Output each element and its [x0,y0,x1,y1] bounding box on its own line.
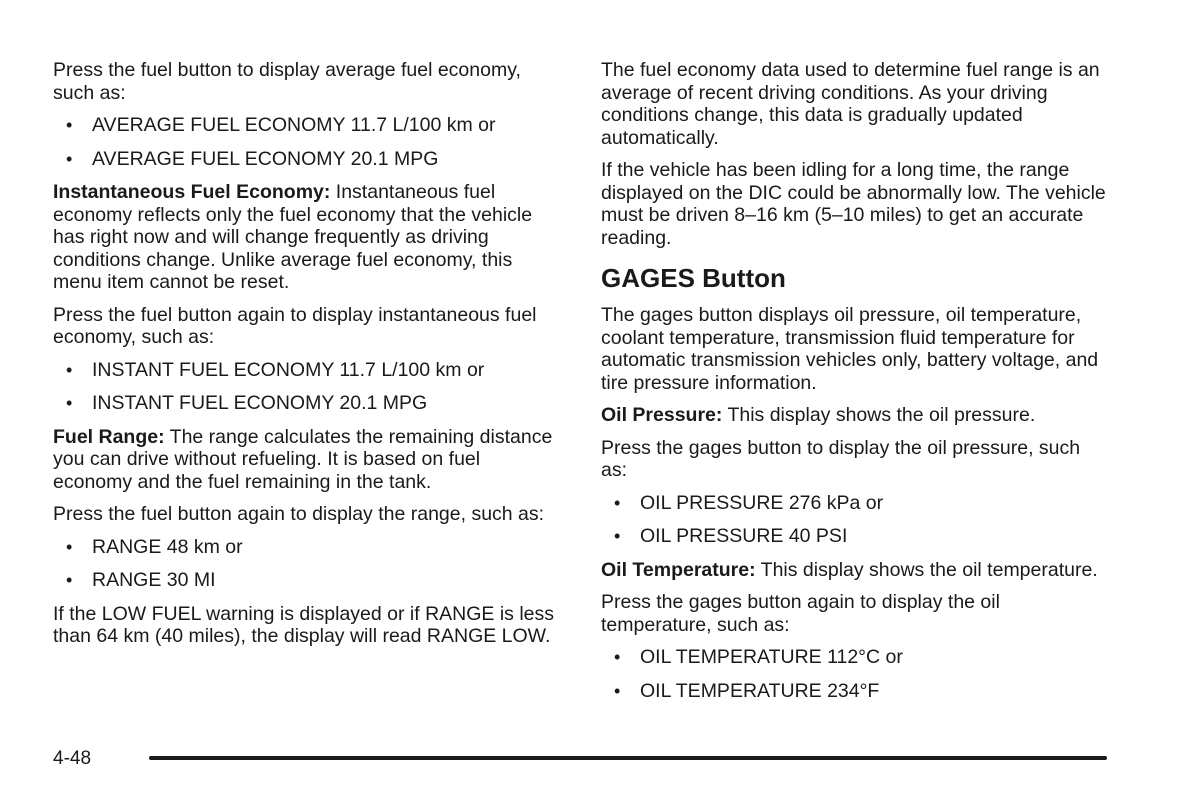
bullet-icon: • [66,148,73,169]
paragraph-oil-pressure [601,404,1106,427]
list-item [53,392,563,415]
list-item [53,536,563,559]
bullet-icon: • [614,526,621,546]
list-item-text: INSTANT FUEL ECONOMY 11.7 L/100 km or [92,358,485,381]
paragraph-instant-fuel-economy [53,181,563,294]
footer-rule [149,756,1107,760]
bullet-icon: • [66,359,73,380]
term-fuel-range: Fuel Range: [53,425,165,448]
bullet-icon: • [614,647,621,667]
list-item [601,492,1106,515]
paragraph-gages-intro: The gages button displays oil pressure, oil temperature, coolant temperature, transmission fluid temperature for automatic transmission vehicles only, battery voltage, and tire pressure information. [601,304,1099,394]
oil-pressure-examples-list [601,492,1106,548]
list-item-text: OIL TEMPERATURE 112°C or [640,646,903,668]
oil-temperature-examples-list [601,646,1106,702]
list-item-text: OIL TEMPERATURE 234°F [640,679,880,702]
bullet-icon: • [614,492,621,513]
bullet-icon: • [614,680,621,701]
term-instant-fuel-economy: Instantaneous Fuel Economy: [53,181,331,203]
bullet-icon: • [66,115,73,135]
paragraph-idling-range: If the vehicle has been idling for a long time, the range displayed on the DIC could be abnormally low. The vehicle must be driven 8–16 km (5–10 miles) to get an accurate reading. [601,159,1106,249]
definition-instant-fuel-economy: Instantaneous fuel economy reflects only the fuel economy that the vehicle has right now and will change frequently as driving conditions change. Unlike average fuel economy, this menu item cannot be reset. [53,181,533,293]
list-item-text: AVERAGE FUEL ECONOMY 11.7 L/100 km or [92,114,496,136]
bullet-icon: • [66,570,73,590]
left-column [53,59,563,658]
average-fuel-examples-list [53,114,563,170]
paragraph-average-fuel-intro: Press the fuel button to display average fuel economy, such as: [53,59,521,104]
paragraph-oil-temperature-intro: Press the gages button again to display the oil temperature, such as: [601,591,1000,636]
paragraph-fuel-range [53,426,563,494]
paragraph-range-intro: Press the fuel button again to display the range, such as: [53,503,545,525]
paragraph-oil-pressure-intro: Press the gages button to display the oil pressure, such as: [601,436,1081,481]
list-item [601,680,1106,703]
definition-oil-pressure: This display shows the oil pressure. [722,404,1036,426]
list-item-text: OIL PRESSURE 276 kPa or [640,491,884,514]
term-oil-temperature: Oil Temperature: [601,558,756,581]
list-item [53,359,563,382]
bullet-icon: • [66,393,73,413]
list-item-text: RANGE 30 MI [92,569,216,591]
instant-fuel-examples-list [53,359,563,415]
bullet-icon: • [66,536,73,557]
paragraph-low-fuel-warning: If the LOW FUEL warning is displayed or if RANGE is less than 64 km (40 miles), the display will read RANGE LOW. [53,602,555,647]
list-item-text: RANGE 48 km or [92,535,243,558]
paragraph-fuel-economy-data: The fuel economy data used to determine fuel range is an average of recent driving conditions. As your driving conditions change, this data is gradually updated automatically. [601,59,1100,149]
list-item [601,525,1106,548]
list-item-text: INSTANT FUEL ECONOMY 20.1 MPG [92,392,428,414]
list-item [601,646,1106,669]
range-examples-list [53,536,563,592]
list-item [53,114,563,137]
term-oil-pressure: Oil Pressure: [601,404,723,426]
list-item [53,148,563,171]
paragraph-oil-temperature [601,559,1106,582]
right-column [601,59,1106,713]
list-item-text: AVERAGE FUEL ECONOMY 20.1 MPG [92,147,439,170]
page-number: 4-48 [53,748,92,769]
definition-fuel-range: The range calculates the remaining distance you can drive without refueling. It is based on fuel economy and the fuel remaining in the tank. [53,425,553,493]
page-footer [53,748,1108,774]
definition-oil-temperature: This display shows the oil temperature. [755,558,1098,581]
paragraph-instant-fuel-intro: Press the fuel button again to display instantaneous fuel economy, such as: [53,303,537,348]
list-item-text: OIL PRESSURE 40 PSI [640,525,848,547]
list-item [53,569,563,592]
section-heading-gages-button: GAGES Button [601,263,786,293]
